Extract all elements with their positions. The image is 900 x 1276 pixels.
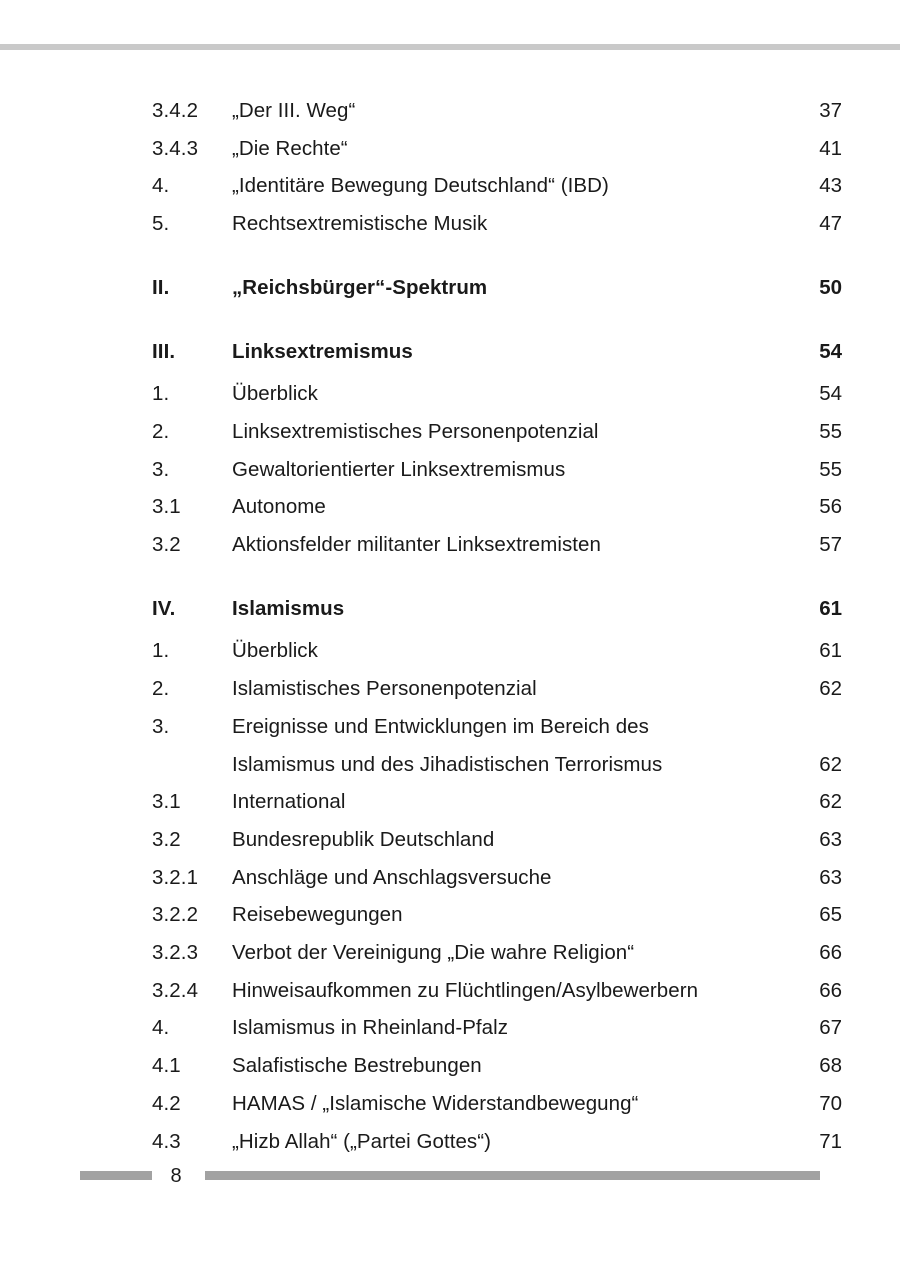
toc-entry-page-number: 47	[819, 212, 842, 236]
toc-entry-number: 1.	[152, 382, 170, 406]
toc-entry-title: Reisebewegungen	[232, 903, 403, 927]
toc-entry-title: Islamismus in Rheinland-Pfalz	[232, 1016, 509, 1040]
footer-bar-left	[80, 1171, 152, 1180]
toc-entry-title-line-1: Ereignisse und Entwicklungen im Bereich des	[232, 714, 649, 738]
toc-entry-page-number: 56	[819, 495, 842, 519]
toc-entry-title: Linksextremistisches Personenpotenzial	[232, 419, 599, 443]
toc-entry-number: 3.1	[152, 790, 181, 814]
toc-entry-number: 3.1	[152, 495, 181, 519]
toc-entry-title: Rechtsextremistische Musik	[232, 212, 488, 236]
toc-entry[interactable]	[152, 708, 842, 783]
toc-entry-page-number: 54	[819, 382, 842, 406]
toc-entry-number: 4.	[152, 1016, 170, 1040]
toc-entry-title: „Der III. Weg“	[232, 99, 356, 122]
toc-entry-page-number: 55	[819, 457, 842, 481]
toc-entry-number: 3.2.3	[152, 941, 199, 965]
toc-entry-number: IV.	[152, 596, 176, 620]
toc-entry-number: 3.2	[152, 533, 181, 557]
toc-entry-title: Salafistische Bestrebungen	[232, 1054, 482, 1078]
toc-entry-page-number: 66	[819, 941, 842, 965]
toc-entry-number: 3.2	[152, 827, 181, 851]
toc-entry-number: 3.4.3	[152, 136, 199, 160]
toc-entry[interactable]	[152, 92, 842, 130]
toc-entry-page-number: 41	[819, 136, 842, 160]
toc-entry-title: Bundesrepublik Deutschland	[232, 827, 495, 851]
toc-entry-title: Gewaltorientierter Linksextremismus	[232, 457, 566, 481]
toc-entry-title: „Identitäre Bewegung Deutschland“ (IBD)	[232, 174, 609, 198]
toc-entry[interactable]	[152, 972, 842, 1010]
toc-entry-title	[232, 708, 794, 783]
footer-page-number: 8	[170, 1165, 182, 1187]
toc-entry[interactable]	[152, 269, 842, 307]
toc-entry-page-number: 62	[819, 790, 842, 814]
toc-entry-page-number: 67	[819, 1016, 842, 1040]
toc-entry-number: 4.	[152, 174, 170, 198]
toc-entry-number: 3.	[152, 714, 170, 738]
toc-entry[interactable]	[152, 451, 842, 489]
toc-entry-page-number: 61	[819, 639, 842, 663]
toc-entry-number: 3.4.2	[152, 99, 199, 122]
toc-entry-title: Überblick	[232, 639, 318, 663]
toc-entry[interactable]	[152, 488, 842, 526]
toc-entry-page-number: 63	[819, 827, 842, 851]
toc-entry-number: 3.2.2	[152, 903, 199, 927]
toc-entry-title: Verbot der Vereinigung „Die wahre Religion“	[232, 941, 635, 965]
toc-entry-page-number: 65	[819, 903, 842, 927]
toc-entry-page-number: 62	[819, 752, 842, 776]
toc-entry[interactable]	[152, 526, 842, 564]
toc-entry[interactable]	[152, 1009, 842, 1047]
toc-entry-title: Aktionsfelder militanter Linksextremisten	[232, 533, 601, 557]
toc-entry-page-number: 68	[819, 1054, 842, 1078]
toc-entry-number: 4.1	[152, 1054, 181, 1078]
toc-entry[interactable]	[152, 859, 842, 897]
toc-entry[interactable]	[152, 333, 842, 371]
toc-entry-title: International	[232, 790, 346, 814]
footer-bar-right	[205, 1171, 820, 1180]
toc-entry-page-number: 43	[819, 174, 842, 198]
toc-entry-number: 2.	[152, 419, 170, 443]
toc-entry-title: Hinweisaufkommen zu Flüchtlingen/Asylbewerbern	[232, 978, 699, 1002]
toc-entry-page-number: 61	[819, 596, 842, 620]
toc-entry-number: II.	[152, 275, 170, 299]
toc-entry[interactable]	[152, 934, 842, 972]
toc-entry[interactable]	[152, 896, 842, 934]
toc-entry-number: 3.2.4	[152, 978, 199, 1002]
toc-entry-title: „Hizb Allah“ („Partei Gottes“)	[232, 1129, 491, 1153]
toc-entry[interactable]	[152, 821, 842, 859]
toc-entry-number: 3.2.1	[152, 865, 199, 889]
toc-entry-title: „Reichsbürger“-Spektrum	[232, 275, 488, 299]
toc-entry-page-number: 71	[819, 1129, 842, 1153]
toc-entry-number: 3.	[152, 457, 170, 481]
toc-entry-number: 4.3	[152, 1129, 181, 1153]
toc-entry[interactable]	[152, 590, 842, 628]
toc-entry[interactable]	[152, 375, 842, 413]
toc-entry-page-number: 66	[819, 978, 842, 1002]
toc-entry-number: 5.	[152, 212, 170, 236]
toc-entry-title: Anschläge und Anschlagsversuche	[232, 865, 552, 889]
toc-entry-page-number: 54	[819, 339, 842, 363]
page-footer	[0, 1162, 900, 1192]
toc-entry[interactable]	[152, 413, 842, 451]
toc-entry-number: 4.2	[152, 1091, 181, 1115]
toc-entry-title: Überblick	[232, 382, 318, 406]
toc-entry-page-number: 37	[819, 99, 842, 122]
toc-entry-number: III.	[152, 339, 176, 363]
toc-entry-page-number: 50	[819, 275, 842, 299]
table-of-contents	[0, 92, 900, 1160]
header-rule	[0, 44, 900, 50]
toc-entry-title: „Die Rechte“	[232, 136, 348, 160]
toc-entry-page-number: 55	[819, 419, 842, 443]
toc-entry[interactable]	[152, 670, 842, 708]
toc-entry-title-line-2: Islamismus und des Jihadistischen Terrorismus	[232, 752, 663, 776]
toc-entry-title: HAMAS / „Islamische Widerstandbewegung“	[232, 1091, 639, 1115]
toc-entry[interactable]	[152, 130, 842, 168]
toc-entry-title: Linksextremismus	[232, 339, 413, 363]
toc-entry[interactable]	[152, 632, 842, 670]
toc-entry-title: Islamismus	[232, 596, 345, 620]
toc-entry-page-number: 63	[819, 865, 842, 889]
toc-entry[interactable]	[152, 783, 842, 821]
toc-entry-number: 2.	[152, 677, 170, 701]
toc-entry[interactable]	[152, 1085, 842, 1123]
toc-entry-page-number: 62	[819, 677, 842, 701]
toc-entry-title: Islamistisches Personenpotenzial	[232, 677, 537, 701]
toc-entry[interactable]	[152, 1047, 842, 1085]
toc-entry[interactable]	[152, 167, 842, 205]
toc-entry-page-number: 70	[819, 1091, 842, 1115]
toc-entry[interactable]	[152, 1123, 842, 1161]
toc-entry-page-number: 57	[819, 533, 842, 557]
toc-entry-number: 1.	[152, 639, 170, 663]
toc-entry-title: Autonome	[232, 495, 326, 519]
toc-entry[interactable]	[152, 205, 842, 243]
